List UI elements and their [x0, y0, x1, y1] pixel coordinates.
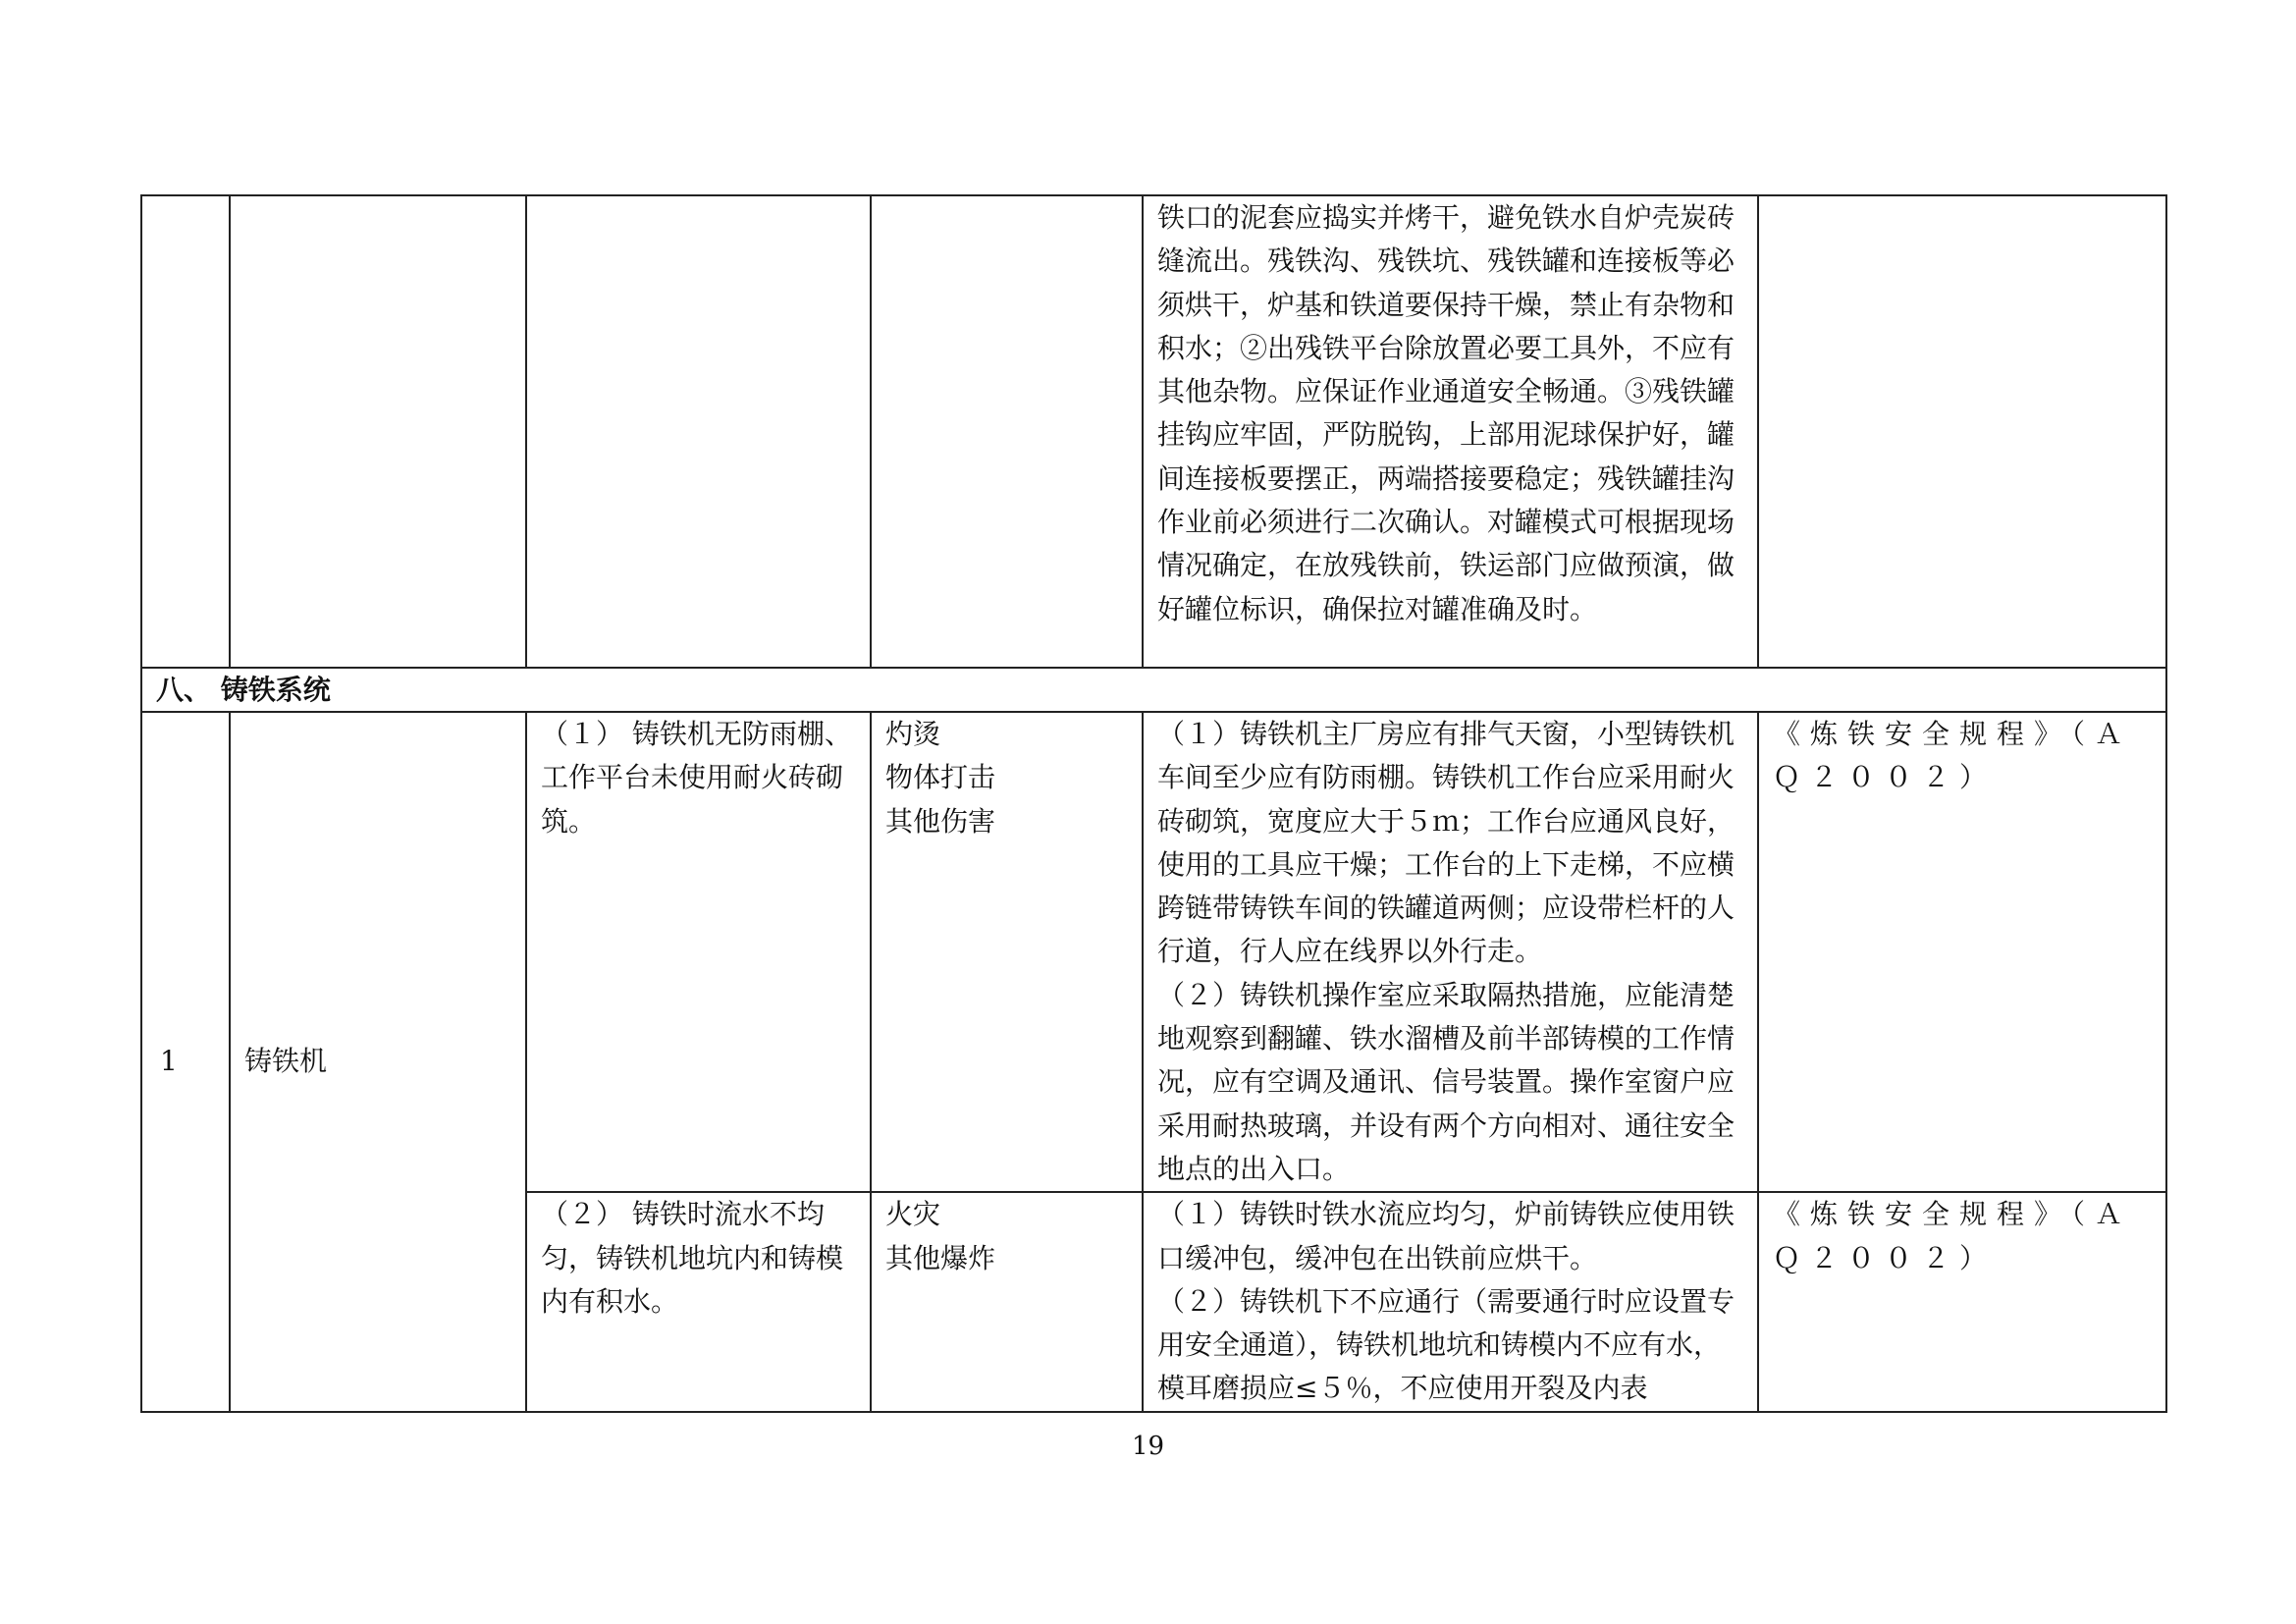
section-row: [141, 668, 2166, 712]
item-name: 铸铁机: [230, 712, 526, 1412]
hazard-description-cell: [526, 1192, 871, 1411]
accident-types-cell: [871, 1192, 1143, 1411]
section-title: 八、 铸铁系统: [141, 668, 2166, 712]
hazard-row-1: [141, 712, 2166, 1192]
standard-cell: [1758, 1192, 2166, 1411]
description-cell-empty: [526, 195, 871, 668]
standard-reference: 《炼铁安全规程》（ＡＱ２００２）: [1773, 718, 2133, 794]
standard-cell-empty: [1758, 195, 2166, 668]
measures-cell: [1143, 712, 1758, 1192]
accident-types-cell: [871, 712, 1143, 1192]
item-number: 1: [141, 712, 230, 1412]
measure-paragraph: （２）铸铁机下不应通行（需要通行时应设置专用安全通道），铸铁机地坑和铸模内不应有水，模耳磨损应≤５％，不应使用开裂及内表: [1157, 1284, 1735, 1405]
continuation-row: [141, 195, 2166, 668]
accident-type: 其他爆炸: [885, 1241, 996, 1274]
accident-type: 其他伤害: [885, 804, 996, 838]
hazard-description: （２） 铸铁时流水不均匀，铸铁机地坑内和铸模内有积水。: [541, 1198, 844, 1318]
accident-type: 物体打击: [885, 761, 996, 794]
standard-cell: [1758, 712, 2166, 1192]
measure-paragraph: （１）铸铁机主厂房应有排气天窗，小型铸铁机车间至少应有防雨棚。铸铁机工作台应采用耐火砖砌筑，宽度应大于５ｍ；工作台应通风良好，使用的工具应干燥；工作台的上下走梯，不应横跨链带铸铁车间的铁罐道两侧；应设带栏杆的人行道，行人应在线界以外行走。: [1157, 718, 1735, 968]
hazard-description-cell: [526, 712, 871, 1192]
accident-type: 火灾: [885, 1198, 941, 1231]
measure-paragraph: （１）铸铁时铁水流应均匀，炉前铸铁应使用铁口缓冲包，缓冲包在出铁前应烘干。: [1157, 1198, 1735, 1274]
page-number: 19: [1131, 1432, 1165, 1461]
name-cell-empty: [230, 195, 526, 668]
measures-cell: [1143, 195, 1758, 668]
measure-paragraph: （２）铸铁机操作室应采取隔热措施，应能清楚地观察到翻罐、铁水溜槽及前半部铸模的工作情况，应有空调及通讯、信号装置。操作室窗户应采用耐热玻璃，并设有两个方向相对、通往安全地点的出入口。: [1157, 978, 1735, 1185]
measures-cell: [1143, 1192, 1758, 1411]
measures-text: 铁口的泥套应捣实并烤干，避免铁水自炉壳炭砖缝流出。残铁沟、残铁坑、残铁罐和连接板等必须烘干，炉基和铁道要保持干燥，禁止有杂物和积水；②出残铁平台除放置必要工具外，不应有其他杂物。应保证作业通道安全畅通。③残铁罐挂钩应牢固，严防脱钩，上部用泥球保护好，罐间连接板要摆正，两端搭接要稳定；残铁罐挂沟作业前必须进行二次确认。对罐模式可根据现场情况确定，在放残铁前，铁运部门应做预演，做好罐位标识，确保拉对罐准确及时。: [1157, 201, 1735, 625]
accident-type: 灼烫: [885, 718, 941, 750]
hazard-description: （１） 铸铁机无防雨棚、工作平台未使用耐火砖砌筑。: [541, 718, 852, 838]
accident-type-cell-empty: [871, 195, 1143, 668]
hazard-table: [140, 194, 2167, 1413]
standard-reference: 《炼铁安全规程》（ＡＱ２００２）: [1773, 1198, 2133, 1274]
number-cell-empty: [141, 195, 230, 668]
